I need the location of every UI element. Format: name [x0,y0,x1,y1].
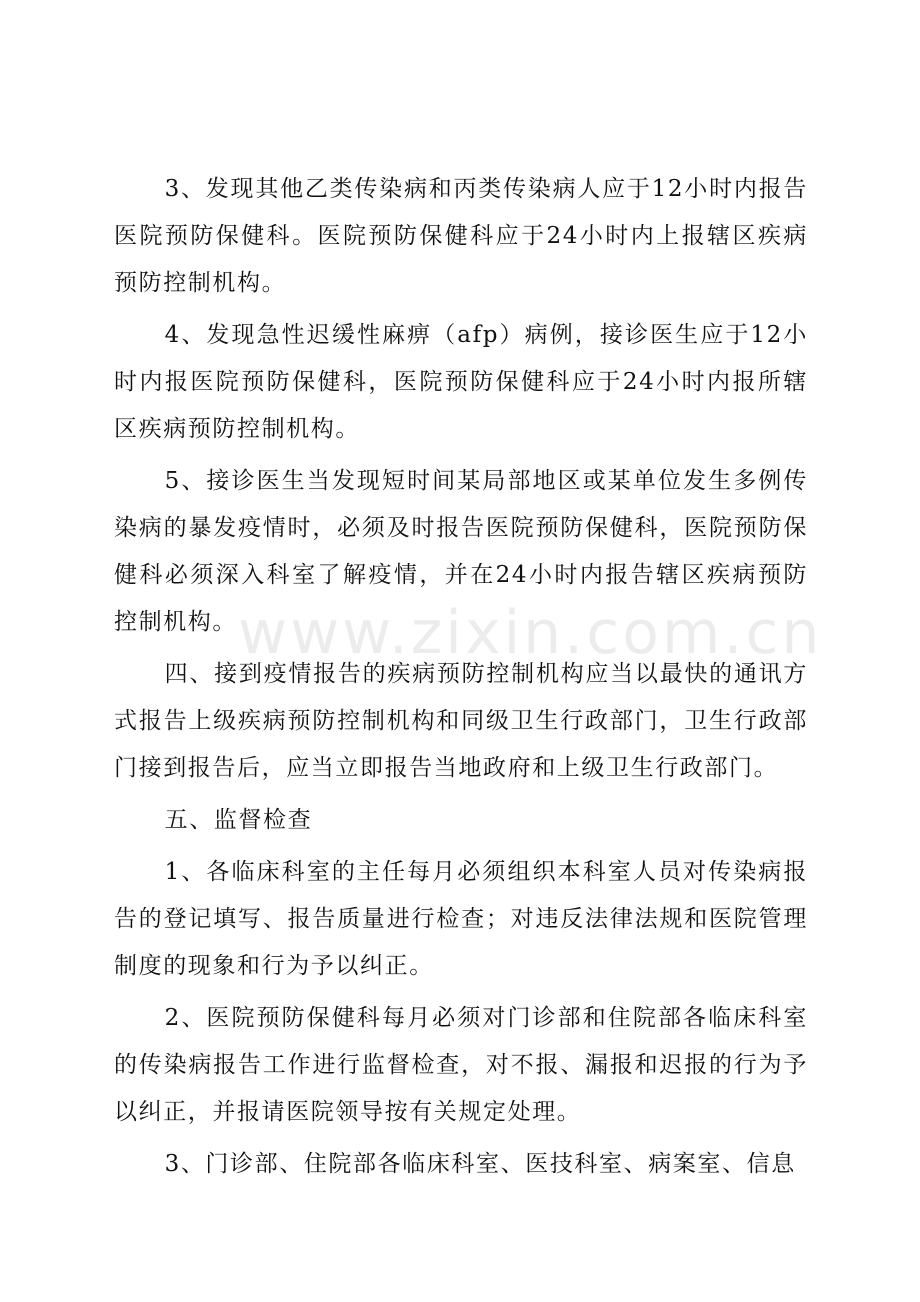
paragraph-supervision-2: 2、医院预防保健科每月必须对门诊部和住院部各临床科室的传染病报告工作进行监督检查，对不报、漏报和迟报的行为予以纠正，并报请医院领导按有关规定处理。 [114,1005,808,1125]
paragraph-report-afp: 4、发现急性迟缓性麻痹（afp）病例，接诊医生应于12小时内报医院预防保健科，医院预防保健科应于24小时内报所辖区疾病预防控制机构。 [114,322,808,442]
paragraph-report-outbreak: 5、接诊医生当发现短时间某局部地区或某单位发生多例传染病的暴发疫情时，必须及时报告医院预防保健科，医院预防保健科必须深入科室了解疫情，并在24小时内报告辖区疾病预防控制机构。 [114,468,808,635]
watermark-text: www.zixin.com.cn [238,598,823,668]
paragraph-supervision-1: 1、各临床科室的主任每月必须组织本科室人员对传染病报告的登记填写、报告质量进行检查；对违反法律法规和医院管理制度的现象和行为予以纠正。 [114,859,808,979]
section-heading-supervision: 五、监督检查 [164,807,313,833]
paragraph-section-four: 四、接到疫情报告的疾病预防控制机构应当以最快的通讯方式报告上级疾病预防控制机构和同级卫生行政部门，卫生行政部门接到报告后，应当立即报告当地政府和上级卫生行政部门。 [114,661,808,781]
paragraph-report-class-b-c: 3、发现其他乙类传染病和丙类传染病人应于12小时内报告医院预防保健科。医院预防保健科应于24小时内上报辖区疾病预防控制机构。 [114,176,808,296]
document-body [114,166,808,1193]
paragraph-supervision-3: 3、门诊部、住院部各临床科室、医技科室、病案室、信息 [164,1151,796,1177]
